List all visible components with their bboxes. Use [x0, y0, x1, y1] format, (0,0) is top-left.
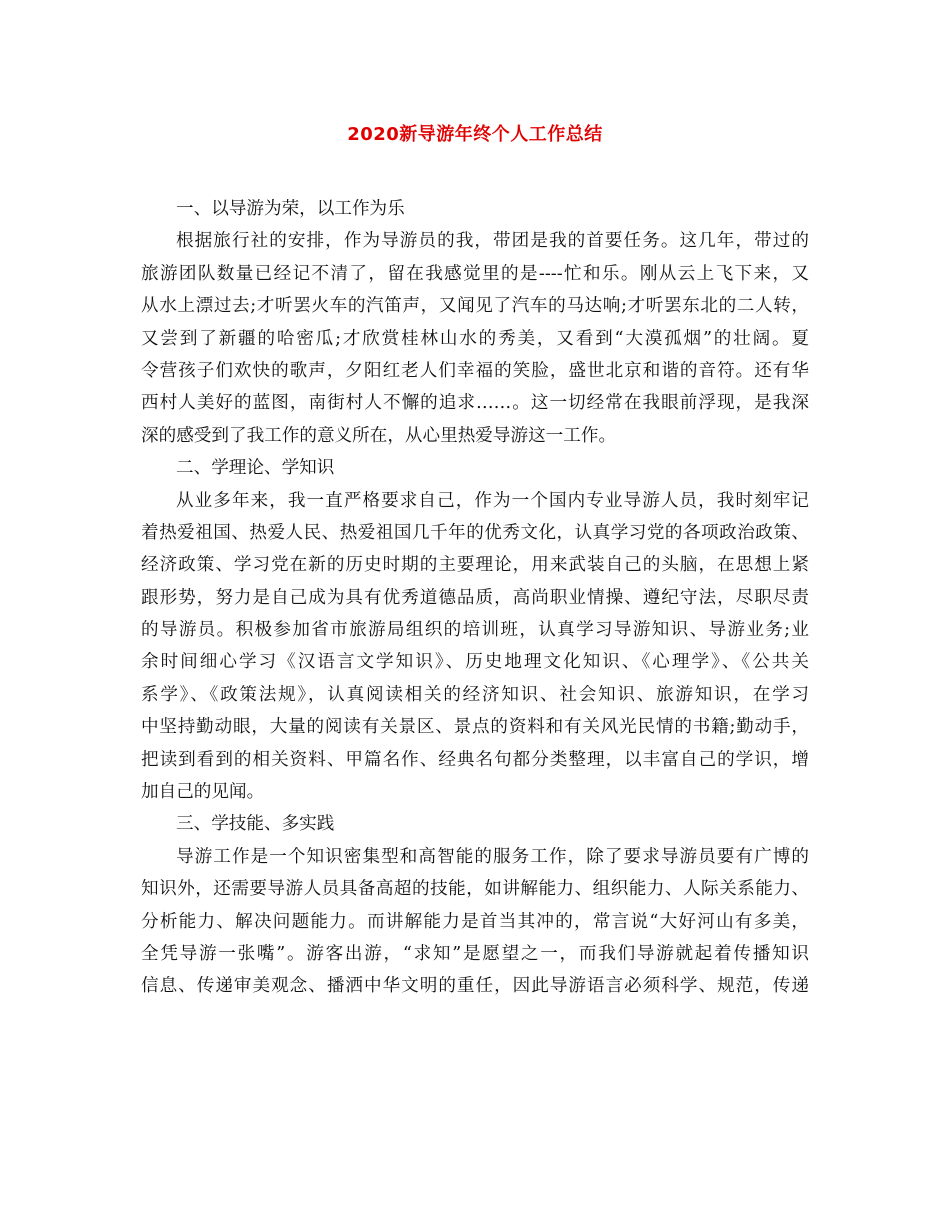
document-title: 2020新导游年终个人工作总结: [347, 124, 603, 145]
paragraph-line: 余时间细心学习《汉语言文学知识》、历史地理文化知识、《心理学》、《公共关: [141, 652, 809, 673]
paragraph-line: 一、以导游为荣，以工作为乐: [176, 199, 405, 219]
paragraph-line: 跟形势，努力是自己成为具有优秀道德品质，高尚职业情操、遵纪守法，尽职尽责: [141, 587, 809, 608]
paragraph-line: 经济政策、学习党在新的历史时期的主要理论，用来武装自己的头脑，在思想上紧: [141, 555, 809, 576]
paragraph-line: 加自己的见闻。: [141, 782, 265, 803]
paragraph-line: 全凭导游一张嘴”。游客出游，“求知”是愿望之一，而我们导游就起着传播知识: [141, 943, 809, 964]
paragraph-line: 从业多年来，我一直严格要求自己，作为一个国内专业导游人员，我时刻牢记: [176, 490, 809, 511]
document-body: [141, 193, 809, 1003]
paragraph-line: 深的感受到了我工作的意义所在，从心里热爱导游这一工作。: [141, 425, 617, 446]
paragraph-line: 西村人美好的蓝图，南街村人不懈的追求……。这一切经常在我眼前浮现，是我深: [141, 393, 809, 414]
paragraph-line: 分析能力、解决问题能力。而讲解能力是首当其冲的，常言说“大好河山有多美，: [141, 911, 809, 932]
paragraph-line: 的导游员。积极参加省市旅游局组织的培训班，认真学习导游知识、导游业务;业: [141, 620, 809, 641]
paragraph-line: 把读到看到的相关资料、甲篇名作、经典名句都分类整理，以丰富自己的学识，增: [141, 749, 809, 770]
paragraph-line: 从水上漂过去;才听罢火车的汽笛声，又闻见了汽车的马达响;才听罢东北的二人转，: [141, 296, 809, 317]
paragraph-line: 信息、传递审美观念、播洒中华文明的重任，因此导游语言必须科学、规范，传递: [141, 976, 809, 997]
paragraph-line: 根据旅行社的安排，作为导游员的我，带团是我的首要任务。这几年，带过的: [176, 231, 809, 252]
paragraph-line: 着热爱祖国、热爱人民、热爱祖国几千年的优秀文化，认真学习党的各项政治政策、: [141, 522, 809, 543]
paragraph-line: 中坚持勤动眼，大量的阅读有关景区、景点的资料和有关风光民情的书籍;勤动手，: [141, 717, 809, 738]
paragraph-line: 系学》、《政策法规》，认真阅读相关的经济知识、社会知识、旅游知识，在学习: [141, 684, 809, 705]
paragraph-line: 知识外，还需要导游人员具备高超的技能，如讲解能力、组织能力、人际关系能力、: [141, 879, 809, 900]
paragraph-line: 二、学理论、学知识: [176, 458, 335, 479]
paragraph-line: 旅游团队数量已经记不清了，留在我感觉里的是----忙和乐。刚从云上飞下来，又: [141, 263, 809, 284]
paragraph-line: 三、学技能、多实践: [176, 814, 335, 835]
paragraph-line: 令营孩子们欢快的歌声，夕阳红老人们幸福的笑脸，盛世北京和谐的音符。还有华: [141, 360, 809, 381]
paragraph-line: 导游工作是一个知识密集型和高智能的服务工作，除了要求导游员要有广博的: [176, 846, 809, 867]
paragraph-line: 又尝到了新疆的哈密瓜;才欣赏桂林山水的秀美，又看到“大漠孤烟”的壮阔。夏: [141, 328, 809, 349]
